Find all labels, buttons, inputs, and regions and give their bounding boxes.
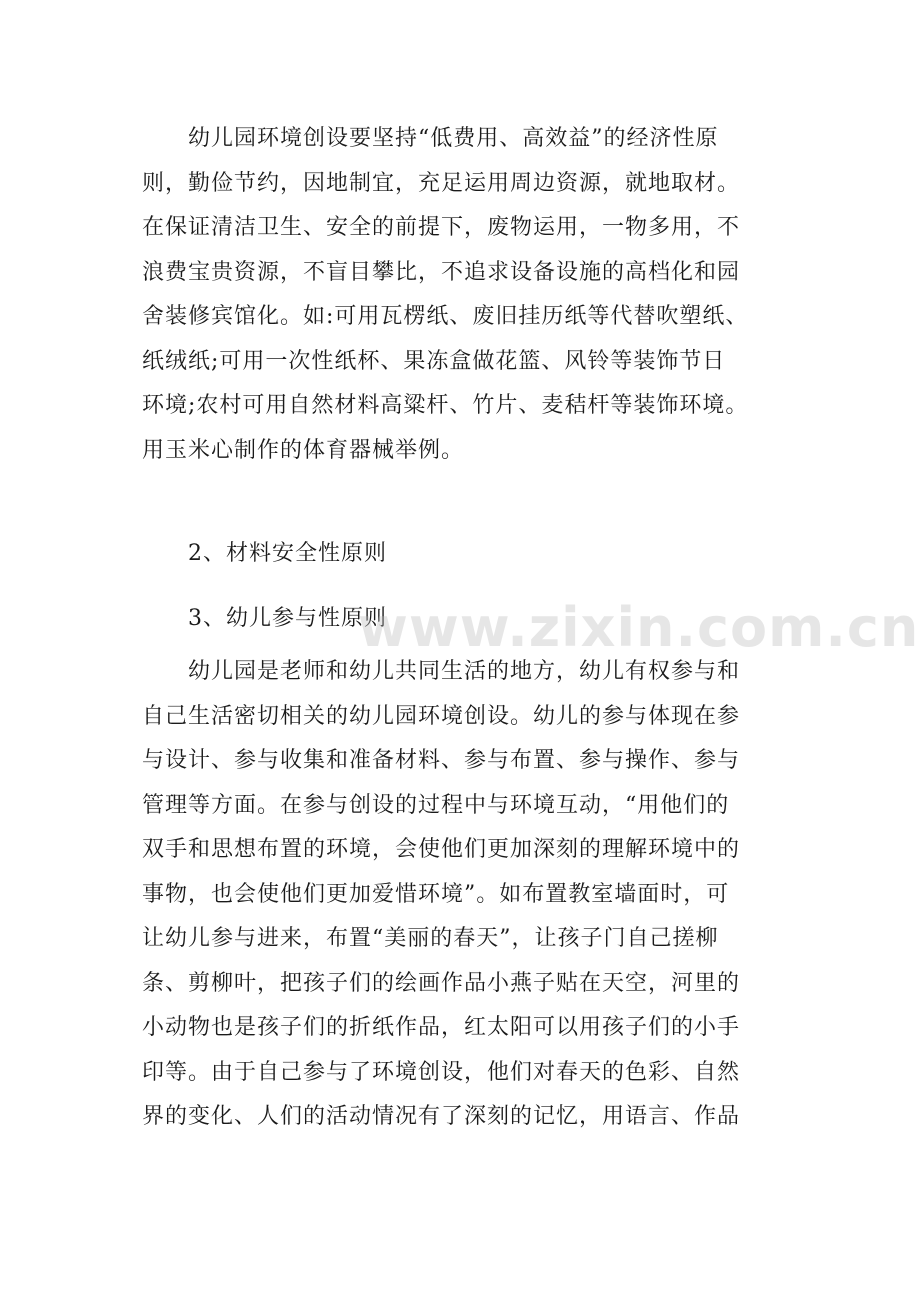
text-line: 则，勤俭节约，因地制宜，充足运用周边资源，就地取材。 — [142, 170, 741, 196]
text-line: 用玉米心制作的体育器械举例。 — [142, 437, 465, 463]
text-line: 浪费宝贵资源，不盲目攀比，不追求设备设施的高档化和园 — [142, 259, 741, 285]
paragraph-economy-principle — [142, 117, 792, 473]
heading-material-safety: 2、材料安全性原则 — [188, 541, 387, 566]
text-line: 与设计、参与收集和准备材料、参与布置、参与操作、参与 — [142, 748, 741, 773]
text-line: 界的变化、人们的活动情况有了深刻的记忆，用语言、作品 — [142, 1104, 741, 1129]
text-line: 管理等方面。在参与创设的过程中与环境互动，“用他们的 — [142, 792, 730, 818]
text-line: 幼儿园是老师和幼儿共同生活的地方，幼儿有权参与和 — [142, 659, 741, 684]
watermark: www.zixin.com.cn — [358, 596, 920, 659]
text-line: 自己生活密切相关的幼儿园环境创设。幼儿的参与体现在参 — [142, 703, 741, 729]
text-line: 双手和思想布置的环境，会使他们更加深刻的理解环境中的 — [142, 837, 741, 862]
text-line: 纸绒纸;可用一次性纸杯、果冻盒做花篮、风铃等装饰节日 — [142, 348, 726, 374]
paragraph-participation-principle — [142, 650, 792, 1140]
text-line: 幼儿园环境创设要坚持“低费用、高效益”的经济性原 — [142, 126, 719, 151]
text-line: 环境;农村可用自然材料高粱杆、竹片、麦秸杆等装饰环境。 — [142, 393, 749, 418]
text-line: 条、剪柳叶，把孩子们的绘画作品小燕子贴在天空，河里的 — [142, 970, 741, 996]
text-line: 在保证清洁卫生、安全的前提下，废物运用，一物多用，不 — [142, 215, 741, 240]
text-line: 印等。由于自己参与了环境创设，他们对春天的色彩、自然 — [142, 1059, 741, 1085]
text-line: 让幼儿参与进来，布置“美丽的春天”，让孩子门自己搓柳 — [142, 926, 719, 951]
text-line: 小动物也是孩子们的折纸作品，红太阳可以用孩子们的小手 — [142, 1015, 741, 1040]
text-line: 事物，也会使他们更加爱惜环境”。如布置教室墙面时，可 — [142, 881, 730, 907]
heading-child-participation: 3、幼儿参与性原则 — [188, 606, 387, 631]
text-line: 舍装修宾馆化。如:可用瓦楞纸、废旧挂历纸等代替吹塑纸、 — [142, 304, 749, 329]
